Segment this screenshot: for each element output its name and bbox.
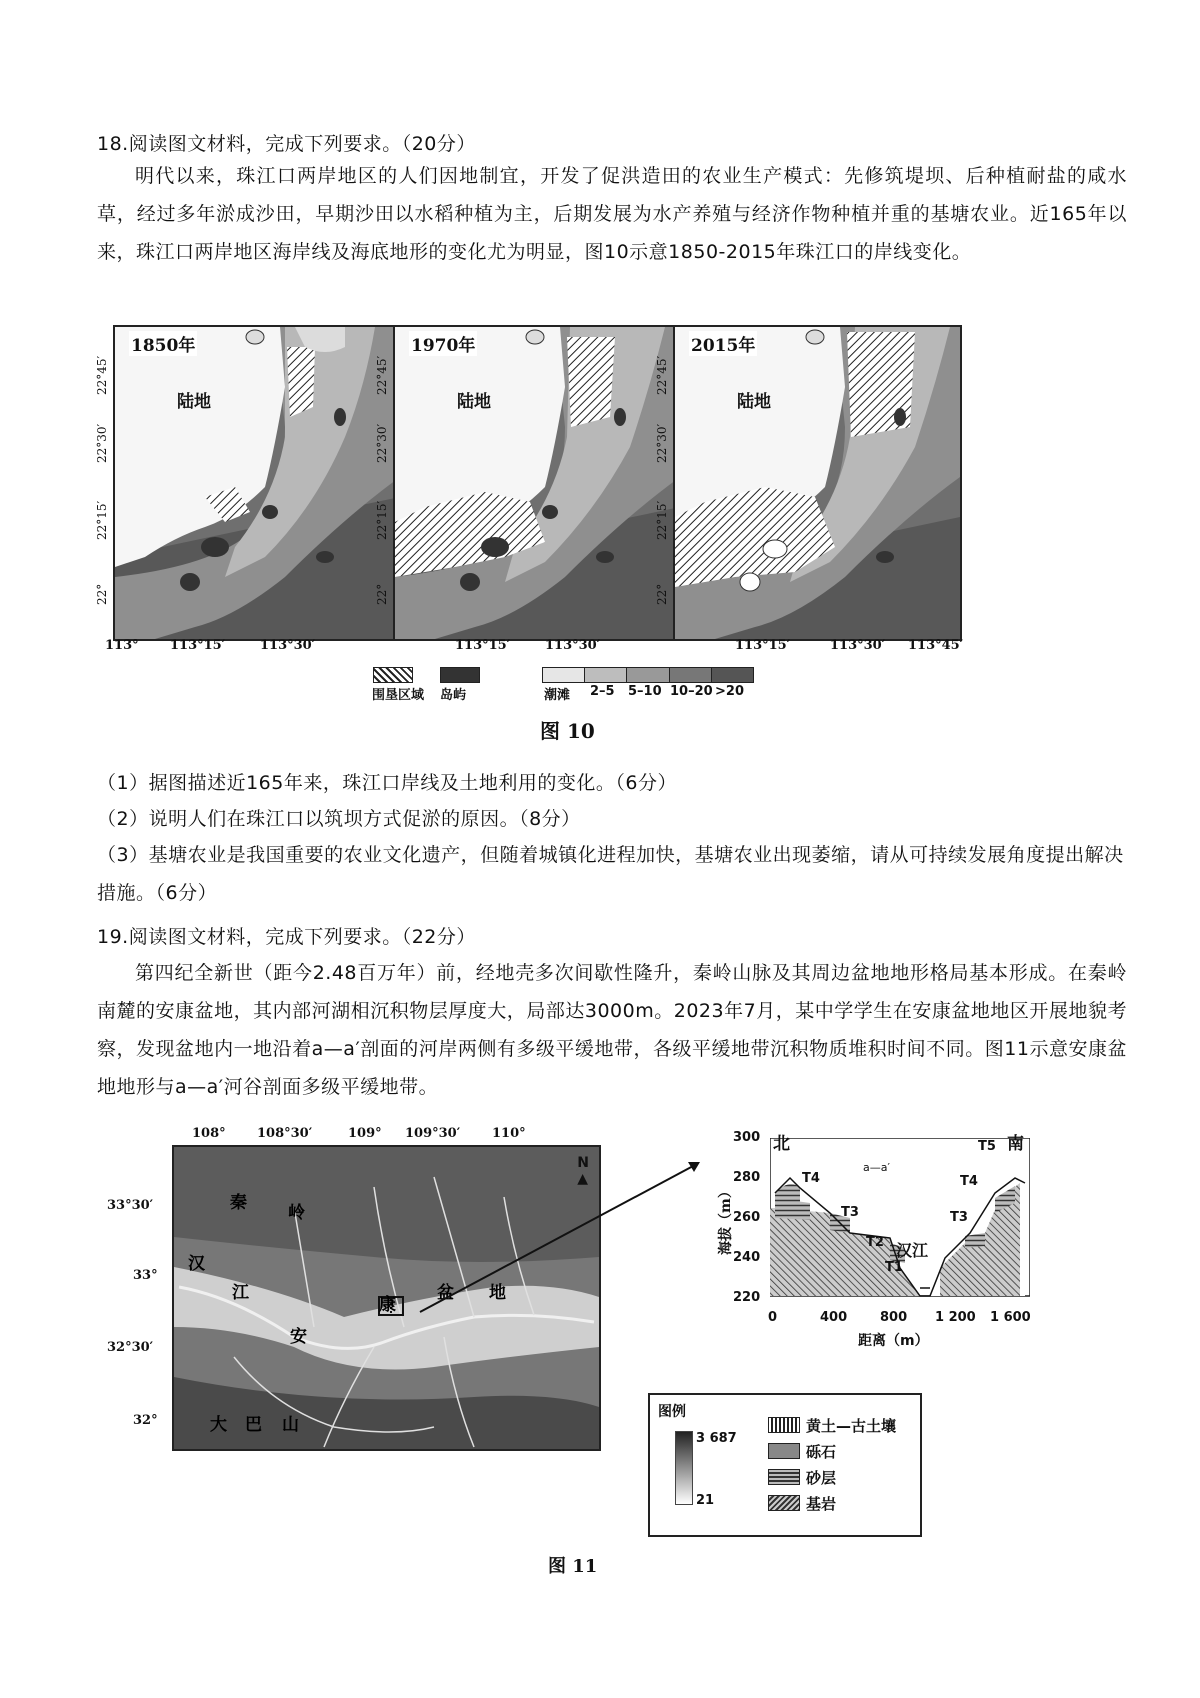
- lat-label: 22°15′: [375, 500, 389, 540]
- lon-label: 113°15′: [735, 638, 791, 653]
- y-tick: 300: [733, 1130, 761, 1145]
- legend-title: 图例: [658, 1404, 686, 1420]
- lon-label: 113°30′: [545, 638, 601, 653]
- label-ling: 岭: [288, 1203, 305, 1223]
- profile-ylabel: 海拔（m）: [718, 1184, 734, 1255]
- terrace-label: T4: [802, 1171, 820, 1186]
- terrace-label: T1: [885, 1260, 903, 1275]
- lon-label: 113°15′: [455, 638, 511, 653]
- q19-paragraph: 第四纪全新世（距今2.48百万年）前，经地壳多次间歇性隆升，秦岭山脉及其周边盆地地形格局基本形成。在秦岭南麓的安康盆地，其内部河湖相沉积物层厚度大，局部达3000m。2023年7月，某中学学生在安康盆地地区开展地貌考察，发现盆地内一地沿着a—a′剖面的河岸两侧有多级平缓地带，各级平缓地带沉积物质堆积时间不同。图11示意安康盆地地形与a—a′河谷剖面多级平缓地带。: [97, 962, 1127, 1098]
- fig11-caption: 图 11: [548, 1556, 598, 1577]
- x-tick: 1 600: [990, 1310, 1031, 1325]
- legend-item: 砂层: [806, 1469, 837, 1487]
- lon-label: 113°30′: [260, 638, 316, 653]
- lat-label: 22°45′: [655, 355, 669, 395]
- label-an: 安: [290, 1327, 307, 1347]
- elevation-min: 21: [696, 1493, 715, 1508]
- q18-sub3: （3）基塘农业是我国重要的农业文化遗产，但随着城镇化进程加快，基塘农业出现萎缩，请从可持续发展角度提出解决措施。（6分）: [97, 844, 1124, 904]
- label-ba: 巴: [245, 1415, 262, 1435]
- lat-label: 22°45′: [375, 355, 389, 395]
- terrace-label: T3: [841, 1205, 859, 1220]
- depth-label: 2–5: [590, 684, 615, 699]
- legend-item: 砾石: [806, 1443, 837, 1461]
- lat-label: 22°15′: [95, 500, 109, 540]
- lat-label: 22°15′: [655, 500, 669, 540]
- legend-swatch-bedrock: [768, 1495, 800, 1511]
- lat-label: 22°30′: [655, 423, 669, 463]
- y-tick: 280: [733, 1170, 761, 1185]
- map-lon-label: 110°: [492, 1126, 526, 1141]
- legend-swatch-sand: [768, 1469, 800, 1485]
- q18-sub2: （2）说明人们在珠江口以筑坝方式促淤的原因。（8分）: [97, 808, 581, 830]
- label-di: 地: [489, 1283, 506, 1303]
- y-tick: 240: [733, 1250, 761, 1265]
- map-lon-label: 109°30′: [405, 1126, 461, 1141]
- terrace-label: T5: [978, 1139, 996, 1154]
- q18-paragraph: 明代以来，珠江口两岸地区的人们因地制宜，开发了促洪造田的农业生产模式：先修筑堤坝、后种植耐盐的咸水草，经过多年淤成沙田，早期沙田以水稻种植为主，后期发展为水产养殖与经济作物种植并重的基塘农业。近165年以来，珠江口两岸地区海岸线及海底地形的变化尤为明显，图10示意1850-2015年珠江口的岸线变化。: [97, 165, 1127, 263]
- panel-year: 2015年: [689, 331, 757, 356]
- map-lon-label: 108°30′: [257, 1126, 313, 1141]
- terrace-label: T3: [950, 1210, 968, 1225]
- north-arrow-icon: N ▲: [577, 1155, 589, 1187]
- depth-label: 10–20: [670, 684, 713, 699]
- panel-year: 1850年: [129, 331, 197, 356]
- map-lat-label: 32°: [133, 1413, 158, 1428]
- fig11-legend: [648, 1393, 922, 1537]
- fig10-caption: 图 10: [540, 719, 595, 743]
- legend-label-island: 岛屿: [440, 688, 467, 703]
- lon-label: 113°45′: [908, 638, 964, 653]
- lat-label: 22°: [95, 583, 109, 605]
- label-qin: 秦: [230, 1193, 247, 1213]
- land-label: 陆地: [737, 392, 771, 412]
- lat-label: 22°: [375, 583, 389, 605]
- land-label: 陆地: [457, 392, 491, 412]
- map-lon-label: 109°: [348, 1126, 382, 1141]
- label-kang: 康: [379, 1295, 396, 1315]
- legend-item: 基岩: [806, 1495, 837, 1513]
- lon-label: 113°15′: [170, 638, 226, 653]
- north-label: N: [577, 1155, 589, 1171]
- y-tick: 260: [733, 1210, 761, 1225]
- x-tick: 800: [880, 1310, 908, 1325]
- legend-swatch-loess: [768, 1417, 800, 1433]
- map-lat-label: 32°30′: [107, 1340, 154, 1355]
- label-pen: 盆: [437, 1283, 454, 1303]
- lat-label: 22°30′: [375, 423, 389, 463]
- x-tick: 0: [768, 1310, 778, 1325]
- depth-label: >20: [715, 684, 744, 699]
- q18-heading: 18.阅读图文材料，完成下列要求。（20分）: [97, 133, 476, 155]
- profile-north: 北: [773, 1134, 790, 1154]
- depth-label: 5–10: [628, 684, 662, 699]
- legend-swatch-gravel: [768, 1443, 800, 1459]
- profile-section: a—a′: [863, 1161, 890, 1174]
- panel-year: 1970年: [409, 331, 477, 356]
- map-lon-label: 108°: [192, 1126, 226, 1141]
- elevation-gradient: [675, 1431, 693, 1505]
- terrace-label: T4: [960, 1174, 978, 1189]
- lat-label: 22°45′: [95, 355, 109, 395]
- depth-label: 潮滩: [544, 688, 571, 703]
- q19-heading: 19.阅读图文材料，完成下列要求。（22分）: [97, 926, 476, 948]
- label-jiang: 江: [232, 1283, 249, 1303]
- map-lat-label: 33°30′: [107, 1198, 154, 1213]
- lon-label: 113°: [105, 638, 139, 653]
- profile-xlabel: 距离（m）: [858, 1333, 929, 1349]
- legend-label-reclaim: 围垦区域: [372, 688, 425, 703]
- profile-south: 南: [1007, 1134, 1024, 1154]
- lat-label: 22°: [655, 583, 669, 605]
- elevation-max: 3 687: [696, 1431, 737, 1446]
- lat-label: 22°30′: [95, 423, 109, 463]
- profile-river: 汉江: [896, 1241, 929, 1260]
- x-tick: 1 200: [935, 1310, 976, 1325]
- land-label: 陆地: [177, 392, 211, 412]
- lon-label: 113°30′: [830, 638, 886, 653]
- q18-sub1: （1）据图描述近165年来，珠江口岸线及土地利用的变化。（6分）: [97, 772, 677, 794]
- valley-profile: [770, 1138, 1030, 1308]
- terrace-label: T2: [866, 1235, 884, 1250]
- x-tick: 400: [820, 1310, 848, 1325]
- map-lat-label: 33°: [133, 1268, 158, 1283]
- label-da: 大: [210, 1415, 227, 1435]
- y-tick: 220: [733, 1290, 761, 1305]
- label-han: 汉: [188, 1254, 205, 1274]
- label-shan: 山: [282, 1415, 299, 1435]
- legend-item: 黄土—古土壤: [806, 1417, 897, 1435]
